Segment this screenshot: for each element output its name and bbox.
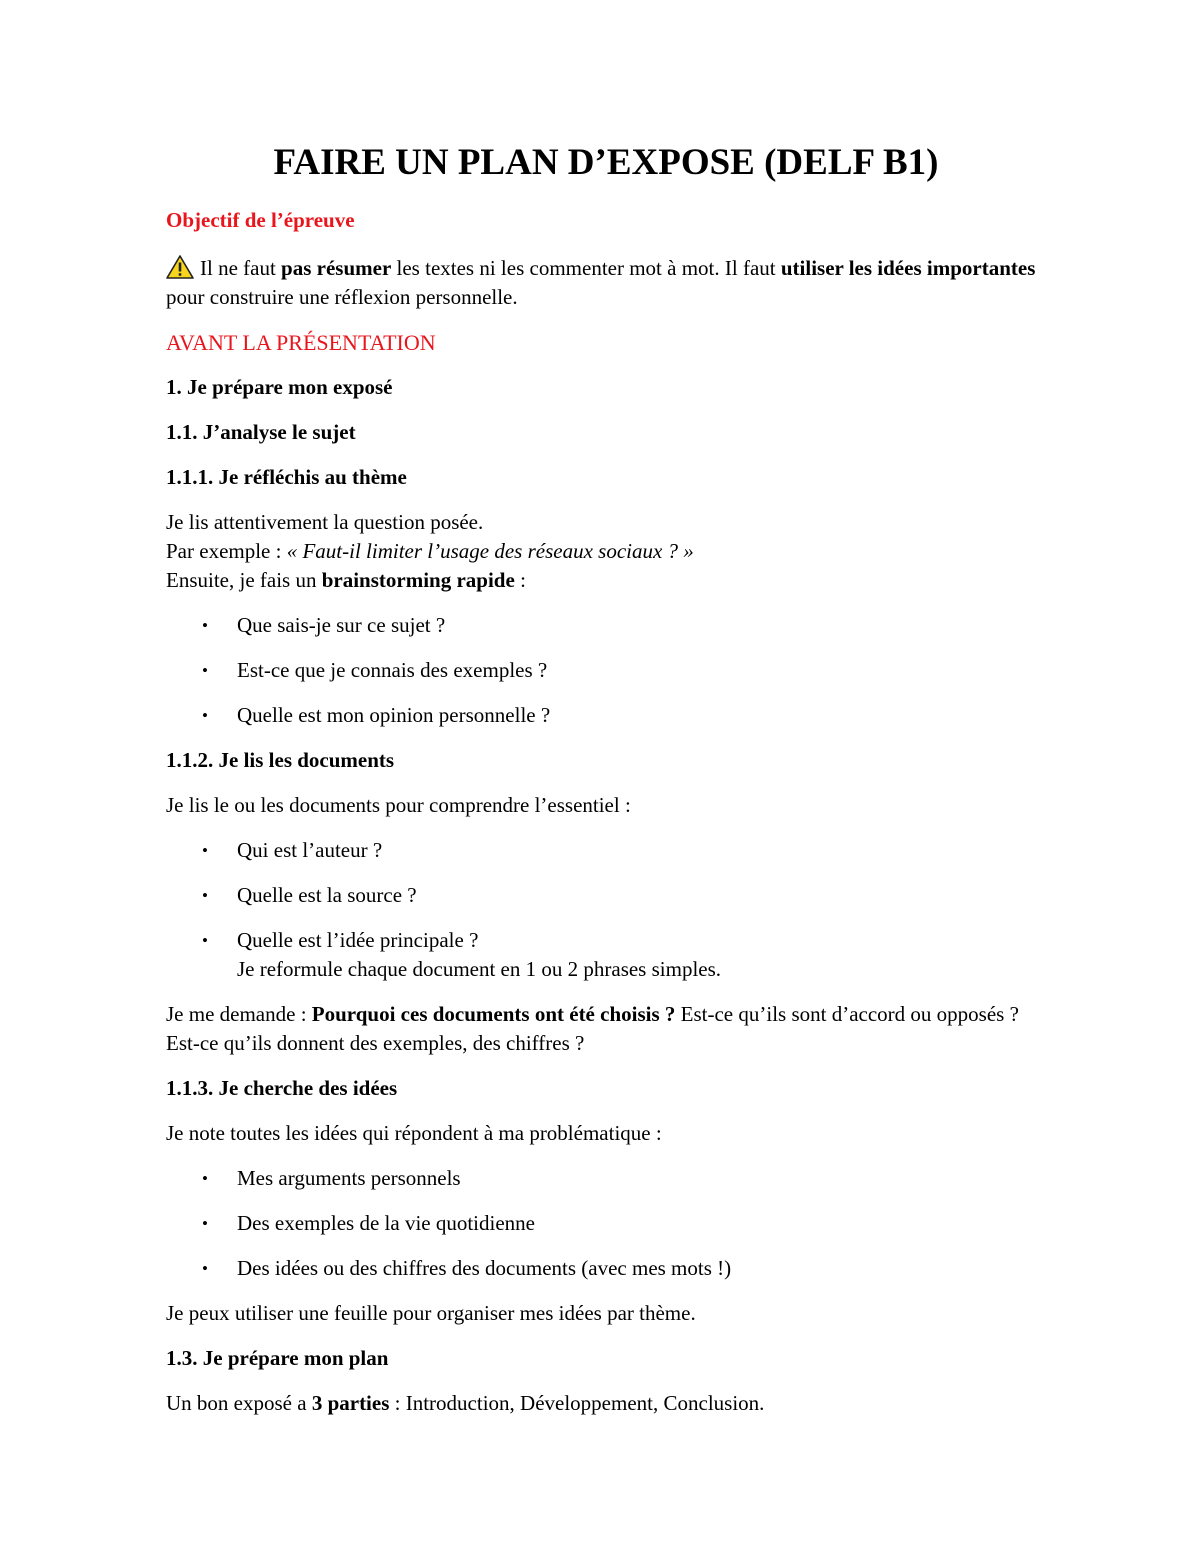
bullet-icon: • [202,841,208,860]
list-item-text: Des idées ou des chiffres des documents (avec mes mots !) [237,1256,732,1280]
plan-prefix: Un bon exposé a [166,1391,312,1415]
ask-suffix: Est-ce qu’ils sont d’accord ou opposés ? Est-ce qu’ils donnent des exemples, des chiffres ? [166,1002,1019,1055]
list-item [166,611,1046,640]
warning-bold-2: utiliser les idées importantes [780,256,1036,280]
theme-brainstorming: brainstorming rapide [321,568,515,592]
section-1-1-1-heading: 1.1.1. Je réfléchis au thème [166,465,407,489]
avant-heading: AVANT LA PRÉSENTATION [166,330,436,355]
document-title: FAIRE UN PLAN D’EXPOSE (DELF B1) [273,142,939,183]
plan-suffix: : Introduction, Développement, Conclusion. [389,1391,765,1415]
plan-paragraph [166,1389,1046,1418]
ideas-outro: Je peux utiliser une feuille pour organiser mes idées par thème. [166,1301,696,1325]
ask-bold: Pourquoi ces documents ont été choisis ? [311,1002,676,1026]
bullet-icon: • [202,706,208,725]
list-item-text-continued: Je reformule chaque document en 1 ou 2 phrases simples. [237,957,722,981]
list-item [166,1164,1046,1193]
document-body [166,138,1046,1418]
list-item [166,656,1046,685]
list-item-text: Qui est l’auteur ? [237,838,383,862]
bullet-icon: • [202,616,208,635]
list-item-text: Que sais-je sur ce sujet ? [237,613,446,637]
ideas-intro: Je note toutes les idées qui répondent à ma problématique : [166,1121,662,1145]
list-item [166,881,1046,910]
warning-text-2: les textes ni les commenter mot à mot. Il faut [391,256,781,280]
theme-line-1: Je lis attentivement la question posée. [166,510,484,534]
section-1-3-heading: 1.3. Je prépare mon plan [166,1346,389,1370]
warning-icon [166,255,194,279]
list-item [166,1254,1046,1283]
documents-questions-paragraph [166,1000,1046,1058]
plan-bold: 3 parties [311,1391,390,1415]
bullet-icon: • [202,1169,208,1188]
bullet-icon: • [202,931,208,950]
list-item-text: Est-ce que je connais des exemples ? [237,658,548,682]
theme-line-3-suffix: : [514,568,526,592]
warning-text-1: Il ne faut [200,256,282,280]
section-1-1-2-heading: 1.1.2. Je lis les documents [166,748,395,772]
warning-bold-1: pas résumer [281,256,392,280]
list-item [166,1209,1046,1238]
theme-line-3-prefix: Ensuite, je fais un [166,568,322,592]
list-item [166,836,1046,865]
documents-bullet-list [166,836,1046,984]
list-item-text: Des exemples de la vie quotidienne [237,1211,535,1235]
list-item-text: Quelle est mon opinion personnelle ? [237,703,551,727]
list-item-text: Quelle est l’idée principale ? [237,928,479,952]
list-item [166,926,1046,984]
list-item [166,701,1046,730]
bullet-icon: • [202,1259,208,1278]
bullet-icon: • [202,886,208,905]
section-1-1-heading: 1.1. J’analyse le sujet [166,420,356,444]
warning-text-3: pour construire une réflexion personnelle. [166,285,518,309]
ask-prefix: Je me demande : [166,1002,312,1026]
section-1-1-3-heading: 1.1.3. Je cherche des idées [166,1076,398,1100]
warning-paragraph [166,254,1046,312]
documents-intro: Je lis le ou les documents pour comprendre l’essentiel : [166,793,631,817]
theme-paragraph [166,508,1046,595]
theme-line-2-prefix: Par exemple : [166,539,287,563]
list-item-text: Mes arguments personnels [237,1166,461,1190]
ideas-bullet-list [166,1164,1046,1283]
theme-bullet-list [166,611,1046,730]
list-item-text: Quelle est la source ? [237,883,417,907]
theme-example-question: « Faut-il limiter l’usage des réseaux sociaux ? » [286,539,694,563]
objectif-heading: Objectif de l’épreuve [166,208,355,232]
bullet-icon: • [202,1214,208,1233]
section-1-heading: 1. Je prépare mon exposé [166,375,393,399]
bullet-icon: • [202,661,208,680]
